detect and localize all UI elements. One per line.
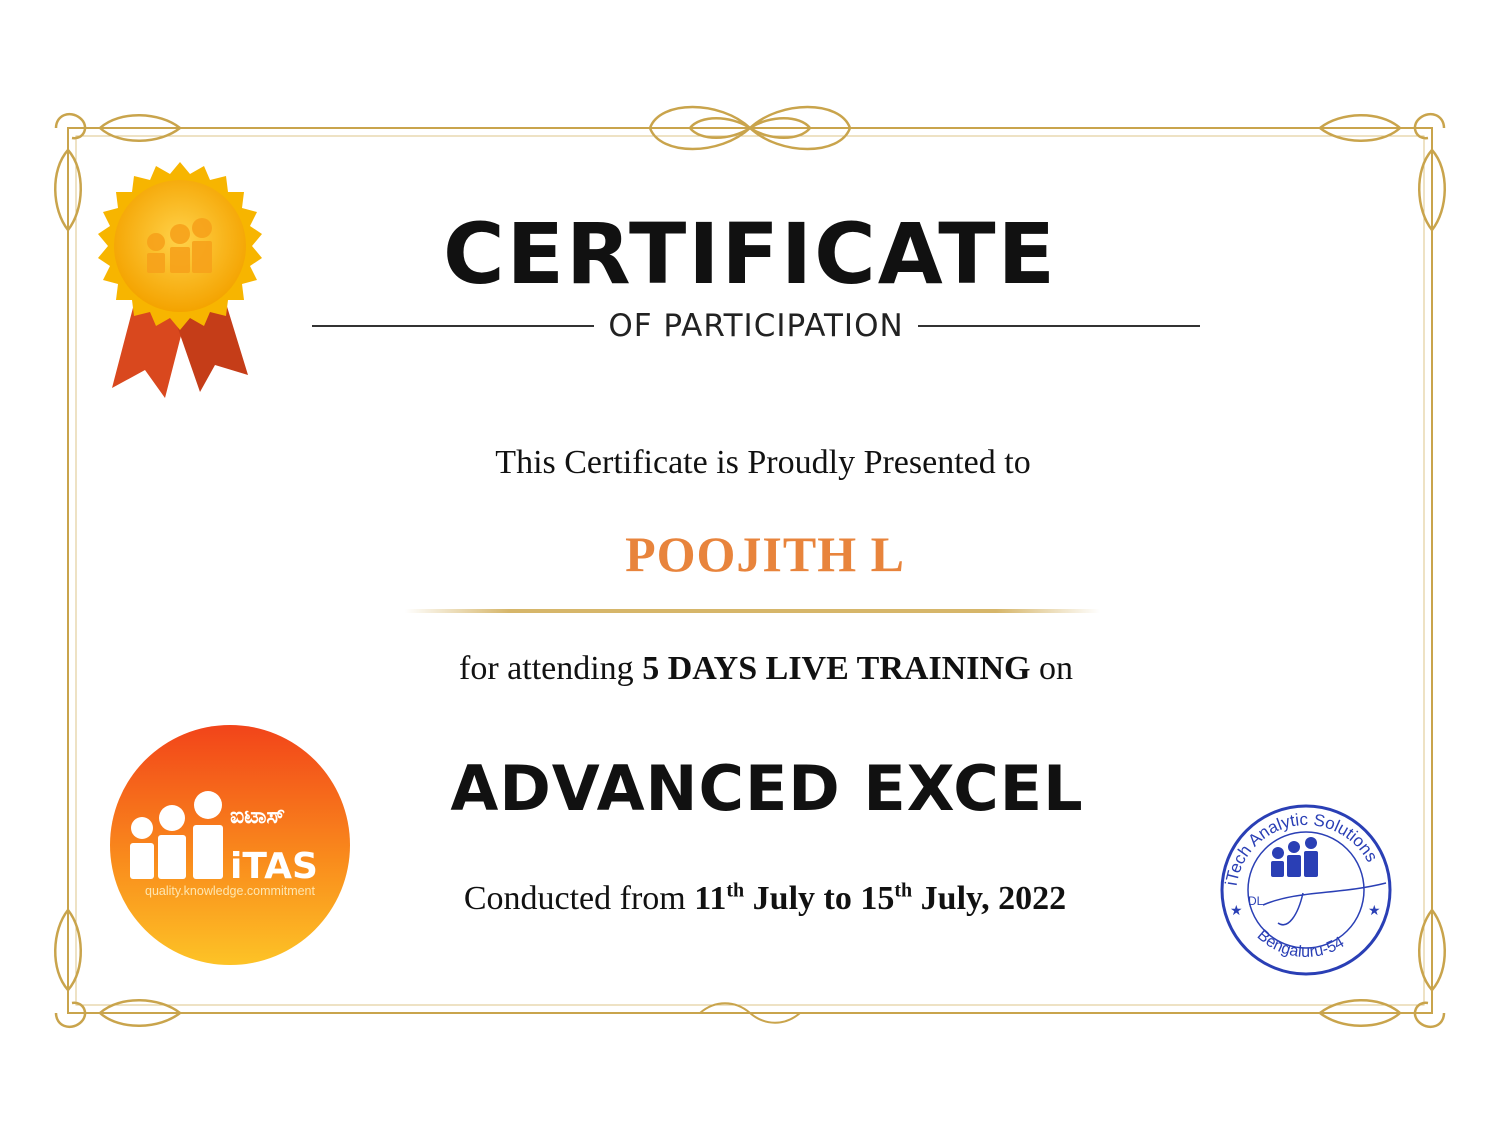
end-day: 15 xyxy=(860,880,895,917)
presented-text: This Certificate is Proudly Presented to xyxy=(495,444,1031,481)
logo-tagline: quality.knowledge.commitment xyxy=(145,884,315,898)
end-rest: July, 2022 xyxy=(912,880,1067,917)
recipient-name: POOJITH L xyxy=(625,526,905,582)
start-day: 11 xyxy=(694,880,727,917)
attending-prefix: for attending xyxy=(459,650,643,687)
attending-text xyxy=(0,650,1500,688)
course-name: ADVANCED EXCEL xyxy=(450,752,1084,825)
itas-logo xyxy=(108,723,352,967)
certificate-subtitle: OF PARTICIPATION xyxy=(608,308,904,344)
stamp-people-icon xyxy=(1271,837,1318,877)
start-month: July to xyxy=(744,880,861,917)
conducted-prefix: Conducted from xyxy=(463,880,695,917)
name-underline xyxy=(405,609,1100,613)
start-day-suffix: th xyxy=(726,879,745,902)
stamp-star-left-icon: ★ xyxy=(1230,904,1243,919)
stamp-location: Bengaluru-54 xyxy=(1253,926,1348,961)
subtitle-left-rule xyxy=(312,325,594,327)
subtitle-row xyxy=(312,306,1200,346)
stamp-ring-text: iTech Analytic Solutions xyxy=(1221,809,1382,887)
logo-kannada-text: ಐಟಾಸ್ xyxy=(230,804,286,829)
stamp-star-right-icon: ★ xyxy=(1368,904,1381,919)
subtitle-right-rule xyxy=(918,325,1200,327)
attending-suffix: on xyxy=(1030,650,1073,687)
end-day-suffix: th xyxy=(894,879,913,902)
stamp-signature-initials: DL xyxy=(1248,894,1264,908)
company-stamp xyxy=(1208,795,1408,970)
attending-highlight: 5 DAYS LIVE TRAINING xyxy=(642,650,1031,687)
logo-brand: iTAS xyxy=(230,846,318,887)
certificate-title: CERTIFICATE xyxy=(443,205,1057,303)
